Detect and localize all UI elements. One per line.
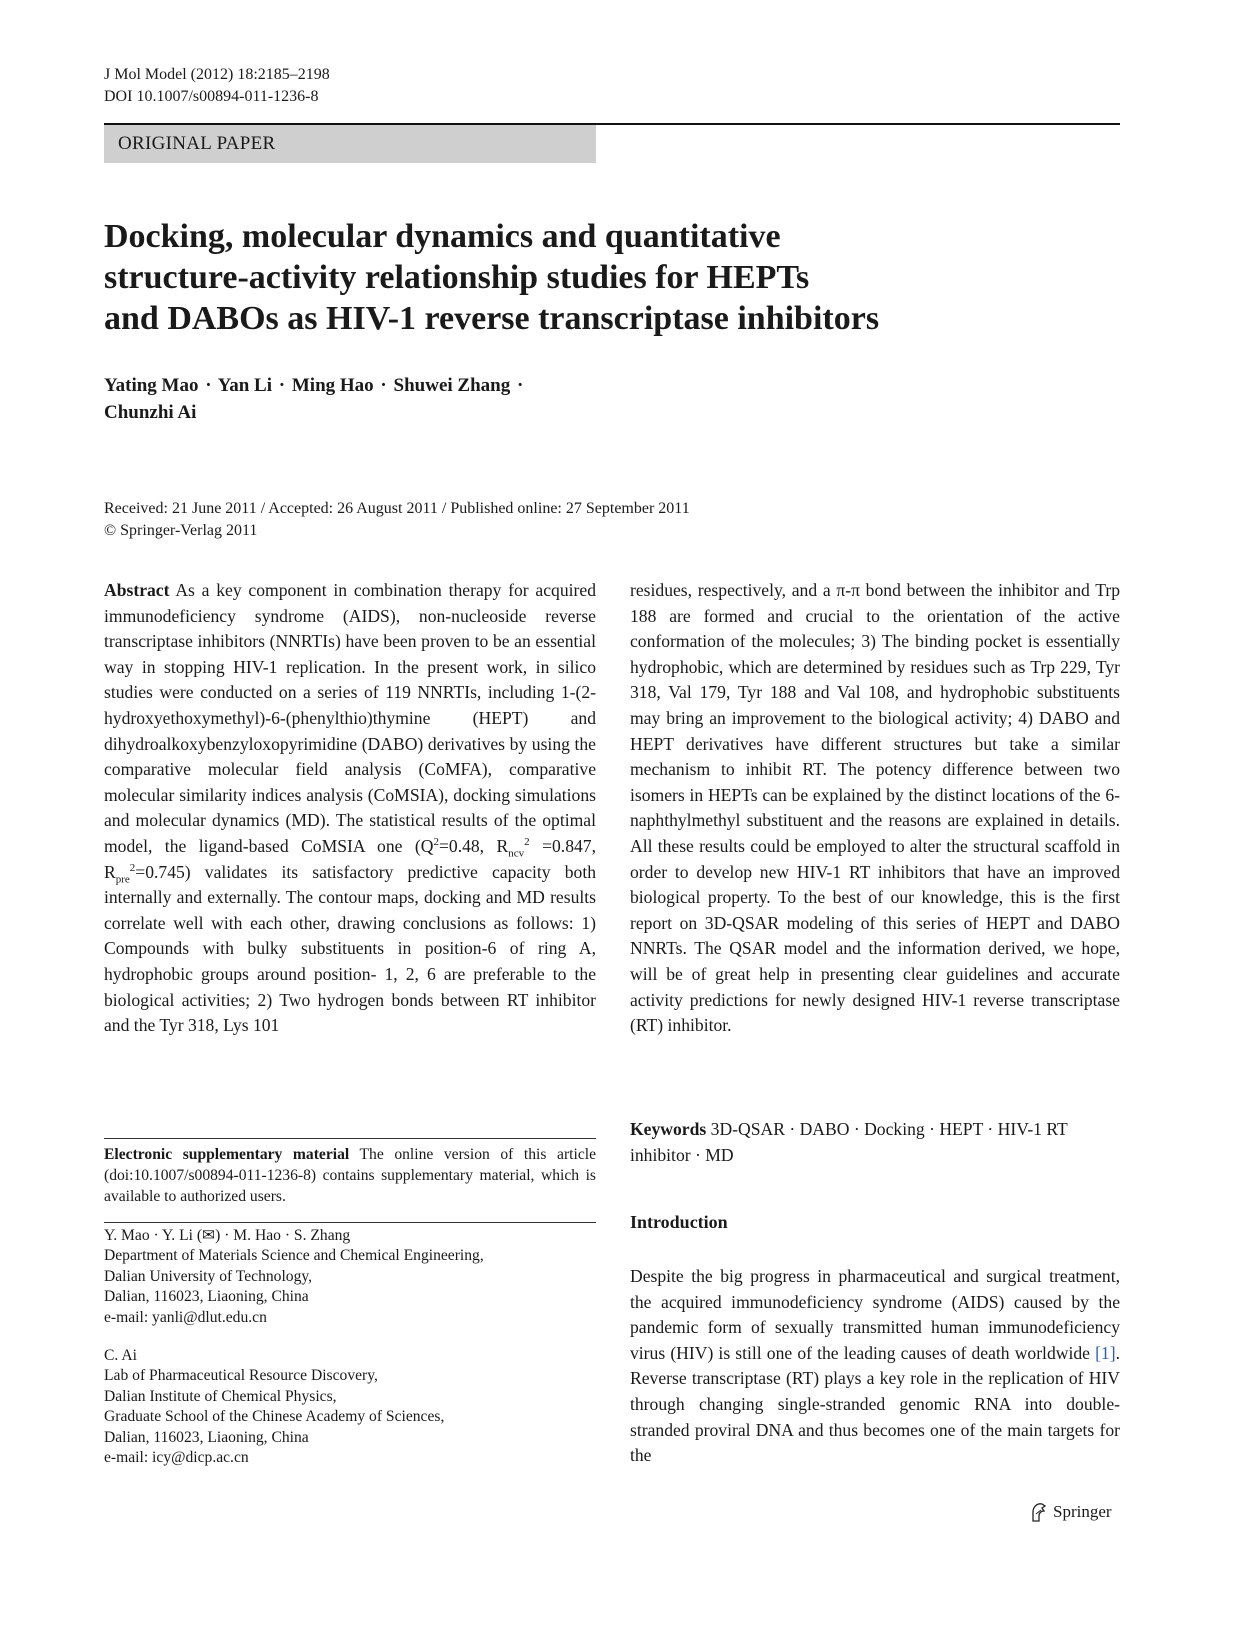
ncv-subscript: ncv: [508, 847, 525, 860]
introduction-heading: Introduction: [630, 1212, 728, 1232]
affiliation-email[interactable]: e-mail: icy@dicp.ac.cn: [104, 1449, 249, 1467]
author-list: [104, 372, 704, 426]
citation-link[interactable]: [1]: [1095, 1342, 1116, 1363]
q-value: =0.48, R: [438, 835, 509, 856]
journal-header: [104, 64, 330, 108]
title-line: and DABOs as HIV-1 reverse transcriptase inhibitors: [104, 300, 880, 337]
author[interactable]: Chunzhi Ai: [104, 402, 197, 423]
abstract-body: As a key component in combination therapy for acquired immunodeficiency syndrome (AIDS), non-nucleoside reverse transcriptase inhibitors (NNRTIs) have been proven to be an essential way in stopping HIV-1 replication. In the present work, in silico studies were conducted on a series of 119 NNRTIs, including 1-(2-hydroxyethoxymethyl)-6-(phenylthio)thymine (HEPT) and dihydroalkoxybenzyloxopyrimidine (DABO) derivatives by using the comparative molecular field analysis (CoMFA), comparative molecular similarity indices analysis (CoMSIA), docking simulations and molecular dynamics (MD). The statistical results of the optimal model, the ligand-based CoMSIA one (Q: [104, 580, 596, 856]
author[interactable]: Yating Mao: [104, 375, 199, 396]
publisher-logo: [1030, 1501, 1112, 1523]
title-line: Docking, molecular dynamics and quantitative: [104, 218, 781, 255]
intro-after-cite: . Reverse transcriptase (RT) plays a key role in the replication of HIV through changing single-stranded genomic RNA into double-stranded proviral DNA and thus becomes one of the main targets for the: [630, 1342, 1120, 1466]
title-line: structure-activity relationship studies for HEPTs: [104, 259, 810, 296]
affiliation-line: Lab of Pharmaceutical Resource Discovery,: [104, 1367, 378, 1385]
affiliation-line: Dalian, 116023, Liaoning, China: [104, 1288, 309, 1306]
copyright: © Springer-Verlag 2011: [104, 522, 258, 539]
author-separator: ·: [380, 375, 387, 396]
ncv-value: =0.847, R: [104, 835, 596, 882]
affiliation-block: [104, 1226, 624, 1328]
supplementary-text[interactable]: The online version of this article (doi:10.1007/s00894-011-1236-8) contains supplementary material, which is available to authorized users.: [104, 1146, 596, 1205]
affiliation-line: Graduate School of the Chinese Academy of Sciences,: [104, 1408, 445, 1426]
abstract-label: Abstract: [104, 580, 170, 600]
pre-superscript: 2: [129, 861, 136, 874]
abstract-right-column: [630, 578, 1120, 1039]
article-type-banner: ORIGINAL PAPER: [104, 125, 596, 163]
publication-dates: [104, 498, 1004, 542]
author-separator: ·: [278, 375, 286, 396]
affiliation-line: Dalian, 116023, Liaoning, China: [104, 1428, 309, 1446]
affiliation-rule: [104, 1222, 596, 1223]
affiliation-line: Dalian Institute of Chemical Physics,: [104, 1387, 337, 1405]
author-separator: ·: [205, 375, 212, 396]
affiliation-line: Dalian University of Technology,: [104, 1267, 313, 1285]
keywords-text: 3D-QSAR · DABO · Docking · HEPT · HIV-1 RT inhibitor · MD: [630, 1119, 1068, 1165]
abstract-continuation: residues, respectively, and a π-π bond between the inhibitor and Trp 188 are formed and crucial to the orientation of the active conformation of the molecules; 3) The binding pocket is essentially hydrophobic, which are determined by residues such as Trp 229, Tyr 318, Val 179, Tyr 188 and Val 108, and hydrophobic substituents may bring an improvement to the biological activity; 4) DABO and HEPT derivatives have different structures but take a similar mechanism to inhibit RT. The potency difference between two isomers in HEPTs can be explained by the distinct locations of the 6-naphthylmethyl substituent and the reasons are explained in details. All these results could be employed to alter the structural scaffold in order to develop new HIV-1 RT inhibitors that have an improved biological property. To the best of our knowledge, this is the first report on 3D-QSAR modeling of this series of HEPT and DABO NNRTs. The QSAR model and the information derived, we hope, will be of great help in presenting clear guidelines and accurate activity predictions for newly designed HIV-1 reverse transcriptase (RT) inhibitor.: [630, 580, 1120, 1036]
author[interactable]: Yan Li: [217, 375, 273, 396]
affiliation-block: [104, 1346, 624, 1468]
doi[interactable]: DOI 10.1007/s00894-011-1236-8: [104, 88, 319, 105]
abstract-left-column: [104, 578, 596, 1039]
q-superscript: 2: [433, 836, 439, 849]
affiliation-email[interactable]: e-mail: yanli@dlut.edu.cn: [104, 1308, 267, 1326]
author[interactable]: Shuwei Zhang: [393, 375, 511, 396]
author[interactable]: Ming Hao: [291, 375, 374, 396]
author-separator: ·: [516, 375, 524, 396]
affiliation-line: Department of Materials Science and Chemical Engineering,: [104, 1247, 484, 1265]
dates-line: Received: 21 June 2011 / Accepted: 26 August 2011 / Published online: 27 September 2011: [104, 500, 690, 517]
abstract-text: [104, 578, 596, 1039]
keywords: [630, 1116, 1120, 1168]
pre-subscript: pre: [115, 873, 130, 886]
springer-horse-icon: [1030, 1502, 1048, 1522]
journal-citation: J Mol Model (2012) 18:2185–2198: [104, 66, 330, 83]
introduction-text: [630, 1264, 1120, 1469]
footnote-rule: [104, 1138, 596, 1139]
abstract-body-continued: =0.745) validates its satisfactory predictive capacity both internally and externally. The contour maps, docking and MD results correlate well with each other, drawing conclusions as follows: 1) Compounds with bulky substituents in position-6 of ring A, hydrophobic groups around position- 1, 2, 6 are preferable to the biological activities; 2) Two hydrogen bonds between RT inhibitor and the Tyr 318, Lys 101: [104, 861, 596, 1036]
affiliation-names: C. Ai: [104, 1347, 137, 1364]
ncv-superscript: 2: [524, 836, 530, 849]
keywords-label: Keywords: [630, 1119, 707, 1139]
intro-before-cite: Despite the big progress in pharmaceutical and surgical treatment, the acquired immunodeficiency syndrome (AIDS) caused by the pandemic form of sexually transmitted human immunodeficiency virus (HIV) is still one of the leading causes of death worldwide: [630, 1266, 1120, 1363]
supplementary-note: [104, 1144, 596, 1207]
publisher-name: Springer: [1053, 1502, 1112, 1521]
paper-title: [104, 216, 1064, 339]
affiliation-names: Y. Mao · Y. Li (✉) · M. Hao · S. Zhang: [104, 1227, 351, 1244]
supplementary-label: Electronic supplementary material: [104, 1146, 350, 1163]
